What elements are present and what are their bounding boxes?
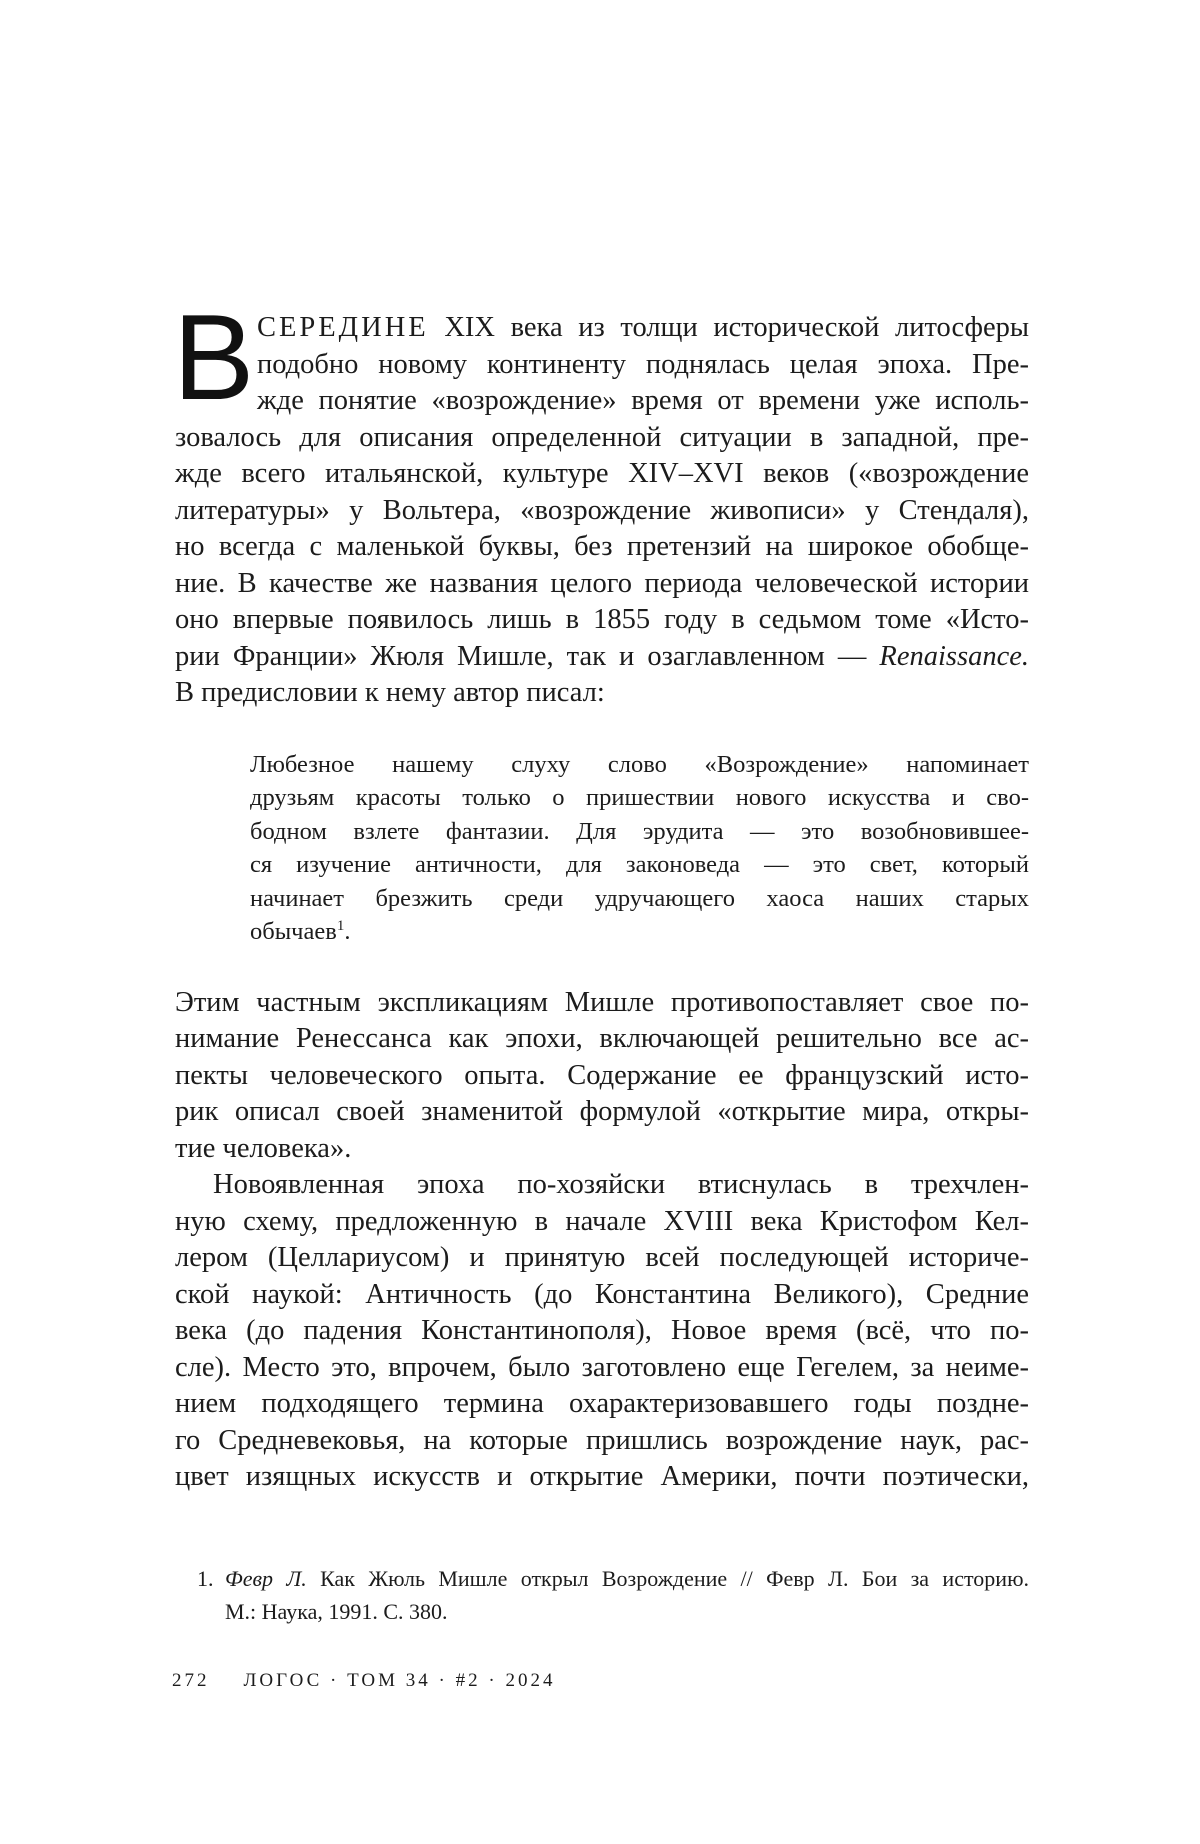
text-line: Новоявленная эпоха по-хозяйски втиснулась в трехчлен- xyxy=(213,1169,1029,1200)
quote-line: бодном взлете фантазии. Для эрудита — это возобновившее- xyxy=(250,817,1029,845)
text-line: пекты человеческого опыта. Содержание ее французский исто- xyxy=(175,1059,1029,1091)
footnote-line: М.: Наука, 1991. С. 380. xyxy=(225,1599,448,1624)
text-line: цвет изящных искусств и открытие Америки, почти поэтически, xyxy=(175,1461,1029,1492)
text-segment: Как Жюль Мишле открыл Возрождение // Февр Л. Бои за историю. xyxy=(306,1566,1029,1591)
text-line: подобно новому континенту поднялась целая эпоха. Пре- xyxy=(257,348,1029,380)
text-segment: XIX века из толщи исторической литосферы xyxy=(428,312,1029,343)
text-line: лером (Целлариусом) и принятую всей последующей историче- xyxy=(175,1242,1029,1273)
text-line xyxy=(175,310,1029,347)
block-quote xyxy=(250,748,1029,949)
footnote-reference: 1 xyxy=(336,917,345,934)
text-line: зовалось для описания определенной ситуации в западной, пре- xyxy=(175,421,1029,453)
text-line: нимание Ренессанса как эпохи, включающей решительно все ас- xyxy=(175,1023,1029,1054)
text-line: Этим частным экспликациям Мишле противопоставляет свое по- xyxy=(175,986,1029,1018)
article-body xyxy=(173,289,1029,1496)
text-line: жде понятие «возрождение» время от времени уже исполь- xyxy=(257,385,1029,416)
text-segment: обычаев xyxy=(250,918,337,945)
text-line: рик описал своей знаменитой формулой «открытие мира, откры- xyxy=(175,1096,1029,1127)
text-segment: рии Франции» Жюля Мишле, так и озаглавленном — xyxy=(175,640,880,672)
text-segment: . xyxy=(344,918,351,945)
page-number: 272 xyxy=(172,1670,210,1691)
text-line xyxy=(175,639,1029,676)
paragraph-3 xyxy=(175,1167,1029,1496)
text-line: В предисловии к нему автор писал: xyxy=(175,677,605,708)
text-line: сле). Место это, впрочем, было заготовлено еще Гегелем, за неиме- xyxy=(175,1351,1029,1383)
quote-line: начинает брезжить среди удручающего хаоса наших старых xyxy=(250,884,1029,912)
footnote-number: 1. xyxy=(197,1566,214,1591)
text-line: литературы» у Вольтера, «возрождение живописи» у Стендаля), xyxy=(175,494,1029,526)
paragraph-2 xyxy=(175,985,1029,1168)
text-line: оно впервые появилось лишь в 1855 году в седьмом томе «Исто- xyxy=(175,604,1029,635)
text-line: ние. В качестве же названия целого периода человеческой истории xyxy=(175,567,1029,599)
footnote xyxy=(197,1562,1029,1628)
footnote-author: Февр Л. xyxy=(225,1566,307,1591)
text-line: го Средневековья, на которые пришлись возрождение наук, рас- xyxy=(175,1424,1029,1456)
text-line: жде всего итальянской, культуре XIV–XVI веков («возрождение xyxy=(175,458,1029,489)
text-line: но всегда с маленькой буквы, без претензий на широкое обобще- xyxy=(175,531,1029,562)
footnote-line xyxy=(197,1562,1029,1595)
text-line: нием подходящего термина охарактеризовавшего годы поздне- xyxy=(175,1388,1029,1419)
quote-line xyxy=(250,915,1029,949)
text-line: века (до падения Константинополя), Новое время (всё, что по- xyxy=(175,1315,1029,1346)
paragraph-1 xyxy=(173,289,1029,712)
text-line: тие человека». xyxy=(175,1132,352,1164)
drop-cap: В xyxy=(173,289,255,425)
small-caps-lead: СЕРЕДИНЕ xyxy=(257,312,429,343)
journal-name: ЛОГОС · ТОМ 34 · #2 · 2024 xyxy=(243,1670,556,1691)
text-line: ную схему, предложенную в начале XVIII века Кристофом Кел- xyxy=(175,1205,1029,1237)
text-line: ской наукой: Античность (до Константина Великого), Средние xyxy=(175,1278,1029,1310)
quote-line: ся изучение античности, для законоведа — это свет, который xyxy=(250,851,1029,878)
running-footer xyxy=(172,1670,555,1692)
quote-line: Любезное нашему слуху слово «Возрождение» напоминает xyxy=(250,750,1029,778)
italic-term: Renaissance. xyxy=(879,640,1029,672)
quote-line: друзьям красоты только о пришествии нового искусства и сво- xyxy=(250,784,1029,811)
